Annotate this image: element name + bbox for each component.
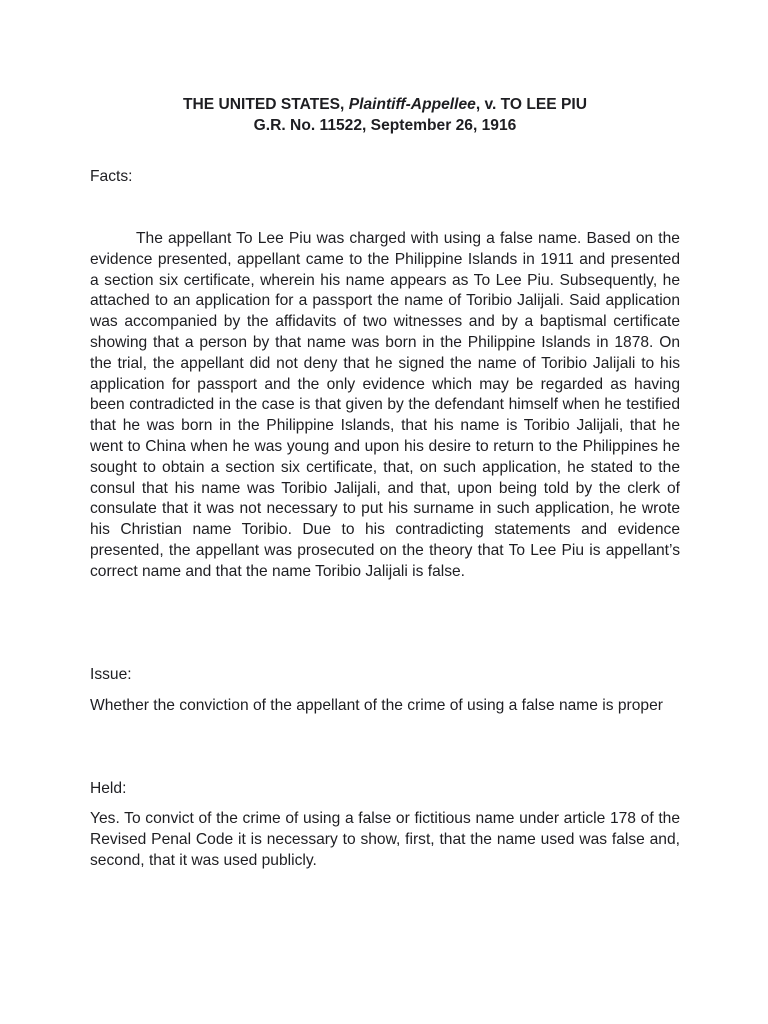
facts-heading: Facts: xyxy=(90,168,133,185)
case-title-line-1 xyxy=(90,94,680,115)
case-title xyxy=(90,94,680,136)
case-citation: G.R. No. 11522, September 26, 1916 xyxy=(253,117,517,134)
case-parties-defendant: , v. TO LEE PIU xyxy=(475,96,588,113)
issue-paragraph: Whether the conviction of the appellant of the crime of using a false name is proper xyxy=(90,697,663,714)
held-paragraph: Yes. To convict of the crime of using a false or fictitious name under article 178 of the Revised Penal Code it is necessary to show, first, that the name used was false and, second, that it was used publicly. xyxy=(90,810,680,869)
case-plaintiff-role: Plaintiff-Appellee xyxy=(348,96,476,113)
facts-paragraph: The appellant To Lee Piu was charged with using a false name. Based on the evidence presented, appellant came to the Philippine Islands in 1911 and presented a section six certificate, wherein his name appears as To Lee Piu. Subsequently, he attached to an application for a passport the name of Toribio Jalijali. Said application was accompanied by the affidavits of two witnesses and by a baptismal certificate showing that a person by that name was born in the Philippine Islands in 1878. On the trial, the appellant did not deny that he signed the name of Toribio Jalijali to his application for passport and the only evidence which may be regarded as having been contradicted in the case is that given by the defendant himself when he testified that he was born in the Philippine Islands, that his name is Toribio Jalijali, that he went to China when he was young and upon his desire to return to the Philippines he sought to obtain a section six certificate, that, on such application, he stated to the consul that his name was Toribio Jalijali, and that, upon being told by the clerk of consulate that it was not necessary to put his surname in such application, he wrote his Christian name Toribio. Due to his contradicting statements and evidence presented, the appellant was prosecuted on the theory that To Lee Piu is appellant’s correct name and that the name Toribio Jalijali is false. xyxy=(90,230,680,580)
case-parties-plaintiff: THE UNITED STATES, xyxy=(182,96,349,113)
held-heading: Held: xyxy=(90,780,127,797)
issue-heading: Issue: xyxy=(90,666,132,683)
